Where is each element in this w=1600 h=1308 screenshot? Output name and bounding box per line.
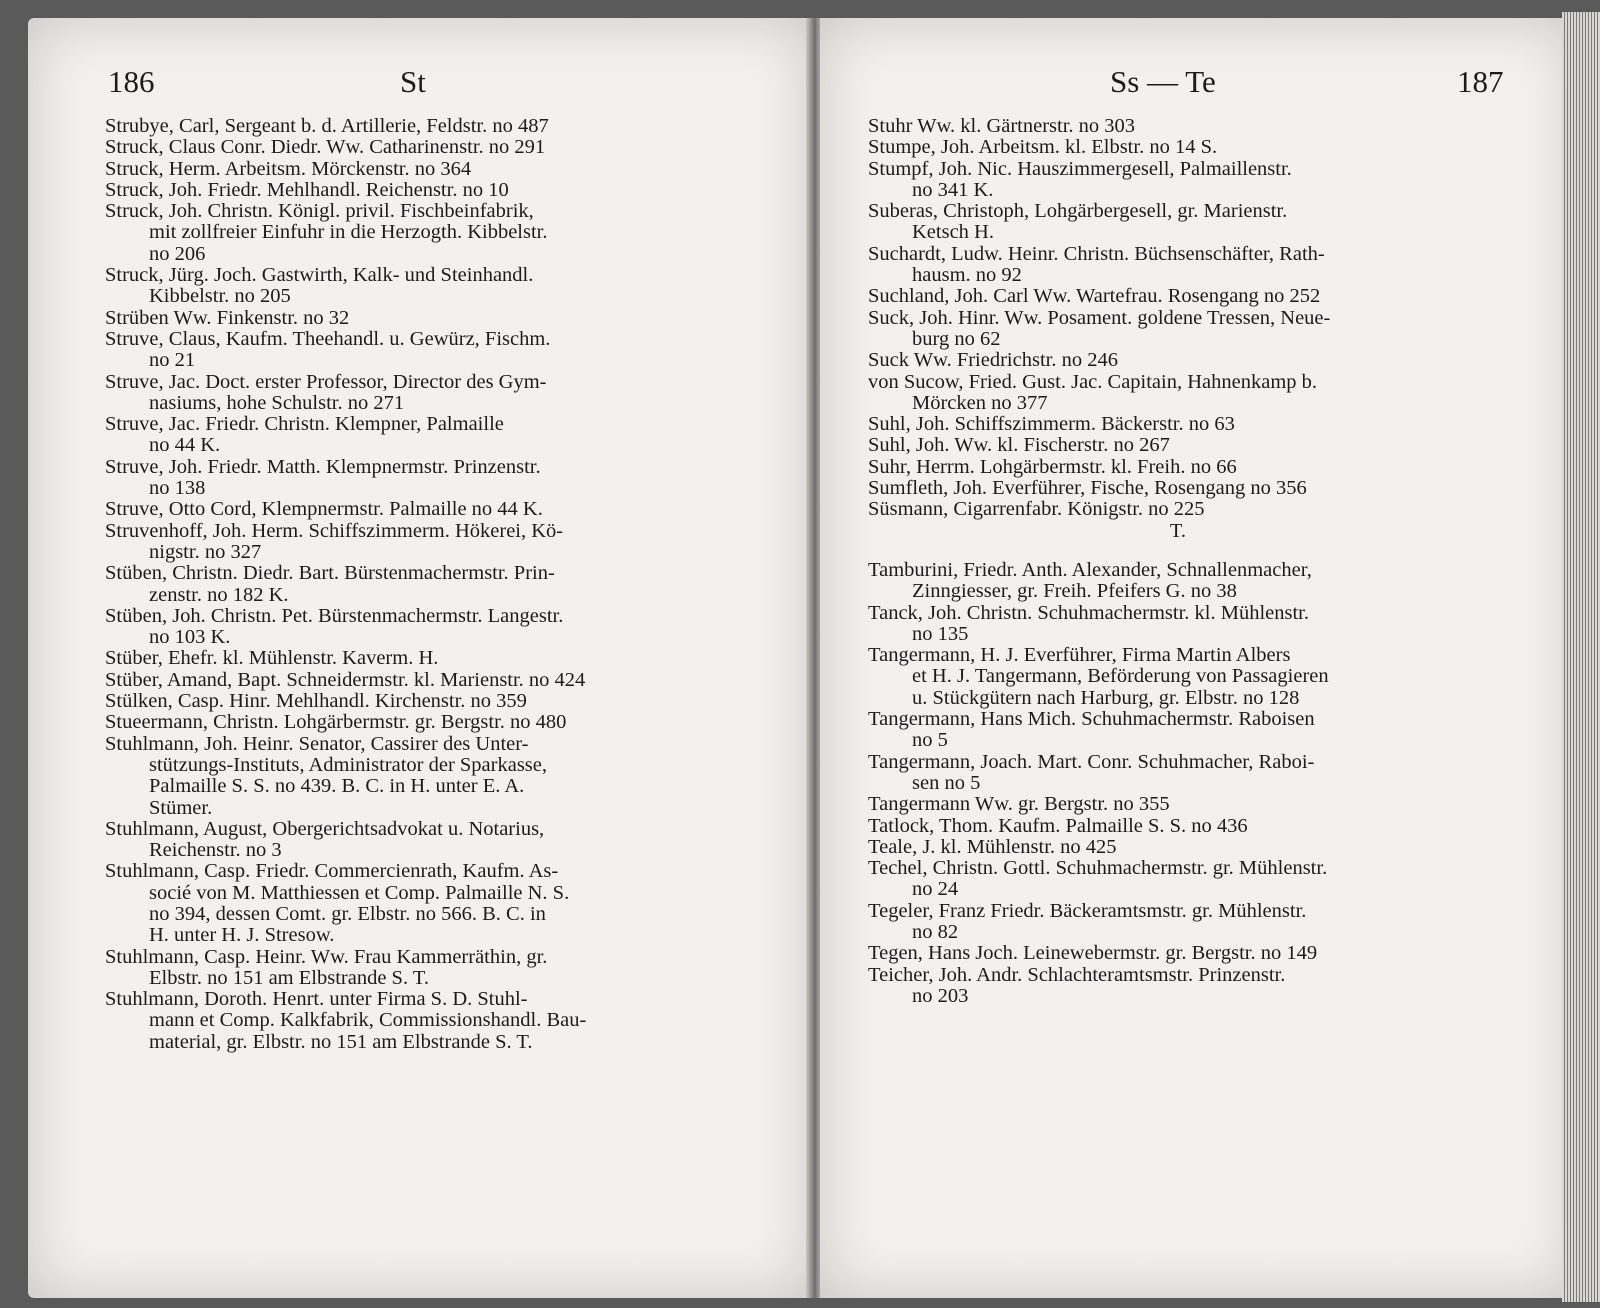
entry-line: Tegeler, Franz Friedr. Bäckeramtsmstr. gr. Mühlenstr.	[868, 899, 1307, 922]
left-entries	[105, 116, 745, 1053]
entry-continuation: Reichenstr. no 3	[149, 839, 282, 862]
entry-continuation: socié von M. Matthiessen et Comp. Palmaille N. S.	[149, 881, 570, 904]
right-page-number: 187	[1457, 64, 1504, 99]
entry-continuation: no 203	[912, 984, 969, 1007]
entry-line: Tanck, Joh. Christn. Schuhmachermstr. kl. Mühlenstr.	[868, 601, 1309, 624]
entry-continuation: mit zollfreier Einfuhr in die Herzogth. Kibbelstr.	[149, 221, 548, 244]
entry-continuation: material, gr. Elbstr. no 151 am Elbstrande S. T.	[149, 1030, 533, 1053]
entry-line: Teicher, Joh. Andr. Schlachteramtsmstr. Prinzenstr.	[868, 963, 1286, 986]
entry-line: Suchland, Joh. Carl Ww. Wartefrau. Rosengang no 252	[868, 285, 1321, 308]
section-letter: T.	[1169, 519, 1187, 542]
entry-line: Strüben Ww. Finkenstr. no 32	[105, 306, 350, 329]
entry-line: Tegen, Hans Joch. Leinewebermstr. gr. Bergstr. no 149	[868, 942, 1318, 965]
entry-continuation: Zinngiesser, gr. Freih. Pfeifers G. no 38	[912, 580, 1237, 603]
entry-continuation: no 341 K.	[912, 178, 994, 201]
entry-line: Tatlock, Thom. Kaufm. Palmaille S. S. no 436	[868, 814, 1248, 837]
entry-line: Stüben, Christn. Diedr. Bart. Bürstenmachermstr. Prin-	[105, 562, 555, 585]
entry-continuation: no 44 K.	[149, 434, 221, 457]
left-page-number: 186	[108, 64, 155, 99]
entry-continuation: no 82	[912, 920, 959, 943]
entry-line: Struve, Otto Cord, Klempnermstr. Palmaille no 44 K.	[105, 498, 543, 521]
entry-line: Struck, Joh. Friedr. Mehlhandl. Reichenstr. no 10	[105, 178, 509, 201]
entry-continuation: no 21	[149, 349, 196, 372]
entry-line: Struvenhoff, Joh. Herm. Schiffszimmerm. Hökerei, Kö-	[105, 519, 564, 542]
entry-continuation: mann et Comp. Kalkfabrik, Commissionshandl. Bau-	[149, 1009, 587, 1032]
entry-continuation: burg no 62	[912, 327, 1001, 350]
entry-continuation: nigstr. no 327	[149, 540, 262, 563]
entry-continuation: no 138	[149, 477, 206, 500]
entry-line: Stuhlmann, Casp. Friedr. Commercienrath, Kaufm. As-	[105, 860, 559, 883]
entry-continuation: sen no 5	[912, 771, 981, 794]
entry-line: von Sucow, Fried. Gust. Jac. Capitain, Hahnenkamp b.	[868, 370, 1318, 393]
entry-line: Struve, Claus, Kaufm. Theehandl. u. Gewürz, Fischm.	[105, 327, 551, 350]
entry-continuation: Palmaille S. S. no 439. B. C. in H. unter E. A.	[149, 775, 525, 798]
entry-line: Tamburini, Friedr. Anth. Alexander, Schnallenmacher,	[868, 558, 1312, 581]
entry-line: Struck, Jürg. Joch. Gastwirth, Kalk- und Steinhandl.	[105, 264, 534, 287]
entry-line: Stuhlmann, August, Obergerichtsadvokat u. Notarius,	[105, 817, 545, 840]
entry-line: Stuhlmann, Doroth. Henrt. unter Firma S. D. Stuhl-	[105, 988, 528, 1011]
entry-continuation: no 103 K.	[149, 626, 231, 649]
entry-continuation: Kibbelstr. no 205	[149, 285, 291, 308]
entry-continuation: u. Stückgütern nach Harburg, gr. Elbstr. no 128	[912, 686, 1300, 709]
entry-line: Stüber, Ehefr. kl. Mühlenstr. Kaverm. H.	[105, 647, 439, 670]
right-entries	[868, 116, 1488, 1007]
entry-continuation: hausm. no 92	[912, 264, 1022, 287]
entry-line: Stüber, Amand, Bapt. Schneidermstr. kl. Marienstr. no 424	[105, 668, 586, 691]
entry-line: Suck Ww. Friedrichstr. no 246	[868, 349, 1118, 372]
entry-line: Stuhlmann, Casp. Heinr. Ww. Frau Kammerräthin, gr.	[105, 945, 548, 968]
entry-continuation: H. unter H. J. Stresow.	[149, 924, 335, 947]
entry-line: Tangermann, Joach. Mart. Conr. Schuhmacher, Raboi-	[868, 750, 1315, 773]
entry-line: Techel, Christn. Gottl. Schuhmachermstr. gr. Mühlenstr.	[868, 857, 1328, 880]
entry-line: Struve, Jac. Doct. erster Professor, Director des Gym-	[105, 370, 547, 393]
entry-line: Stueermann, Christn. Lohgärbermstr. gr. Bergstr. no 480	[105, 711, 567, 734]
entry-line: Stuhr Ww. kl. Gärtnerstr. no 303	[868, 115, 1136, 137]
entry-line: Süsmann, Cigarrenfabr. Königstr. no 225	[868, 498, 1205, 521]
entry-line: Suck, Joh. Hinr. Ww. Posament. goldene Tressen, Neue-	[868, 306, 1331, 329]
entry-continuation: stützungs-Instituts, Administrator der Sparkasse,	[149, 753, 547, 776]
entry-line: Struve, Joh. Friedr. Matth. Klempnermstr. Prinzenstr.	[105, 455, 541, 478]
entry-continuation: et H. J. Tangermann, Beförderung von Passagieren	[912, 665, 1329, 688]
entry-line: Suhl, Joh. Schiffszimmerm. Bäckerstr. no 63	[868, 413, 1235, 436]
entry-line: Suhr, Herrm. Lohgärbermstr. kl. Freih. no 66	[868, 455, 1237, 478]
entry-line: Tangermann, Hans Mich. Schuhmachermstr. Raboisen	[868, 708, 1315, 731]
entry-continuation: Elbstr. no 151 am Elbstrande S. T.	[149, 966, 429, 989]
entry-line: Struck, Herm. Arbeitsm. Mörckenstr. no 364	[105, 157, 472, 180]
entry-line: Stumpe, Joh. Arbeitsm. kl. Elbstr. no 14 S.	[868, 136, 1218, 159]
entry-line: Stüben, Joh. Christn. Pet. Bürstenmachermstr. Langestr.	[105, 604, 564, 627]
entry-line: Suberas, Christoph, Lohgärbergesell, gr. Marienstr.	[868, 200, 1288, 223]
entry-line: Stumpf, Joh. Nic. Hauszimmergesell, Palmaillenstr.	[868, 157, 1292, 180]
entry-continuation: no 5	[912, 729, 948, 752]
entry-line: Struck, Joh. Christn. Königl. privil. Fischbeinfabrik,	[105, 200, 534, 223]
entry-line: Struve, Jac. Friedr. Christn. Klempner, Palmaille	[105, 413, 504, 436]
entry-line: Suchardt, Ludw. Heinr. Christn. Büchsenschäfter, Rath-	[868, 242, 1325, 265]
entry-continuation: Stümer.	[149, 796, 213, 819]
section-gap	[868, 542, 1488, 560]
entry-continuation: no 206	[149, 242, 206, 265]
entry-line: Suhl, Joh. Ww. kl. Fischerstr. no 267	[868, 434, 1170, 457]
entry-line: Sumfleth, Joh. Everführer, Fische, Rosengang no 356	[868, 477, 1307, 500]
entry-continuation: no 394, dessen Comt. gr. Elbstr. no 566. B. C. in	[149, 902, 546, 925]
entry-continuation: no 135	[912, 622, 969, 645]
entry-continuation: Mörcken no 377	[912, 391, 1048, 414]
entry-continuation: Ketsch H.	[912, 221, 994, 244]
page-edges	[1562, 12, 1600, 1302]
entry-line: Strubye, Carl, Sergeant b. d. Artillerie, Feldstr. no 487	[105, 115, 549, 137]
entry-line: Tangermann Ww. gr. Bergstr. no 355	[868, 793, 1170, 816]
entry-line: Teale, J. kl. Mühlenstr. no 425	[868, 835, 1117, 858]
left-running-head: St	[400, 64, 426, 99]
entry-line: Tangermann, H. J. Everführer, Firma Martin Albers	[868, 644, 1291, 667]
right-running-head: Ss — Te	[1110, 64, 1216, 99]
entry-line: Struck, Claus Conr. Diedr. Ww. Catharinenstr. no 291	[105, 136, 546, 159]
entry-continuation: nasiums, hohe Schulstr. no 271	[149, 391, 405, 414]
entry-line: Stuhlmann, Joh. Heinr. Senator, Cassirer des Unter-	[105, 732, 529, 755]
entry-continuation: no 24	[912, 878, 959, 901]
entry-line: Stülken, Casp. Hinr. Mehlhandl. Kirchenstr. no 359	[105, 690, 527, 713]
entry-continuation: zenstr. no 182 K.	[149, 583, 289, 606]
